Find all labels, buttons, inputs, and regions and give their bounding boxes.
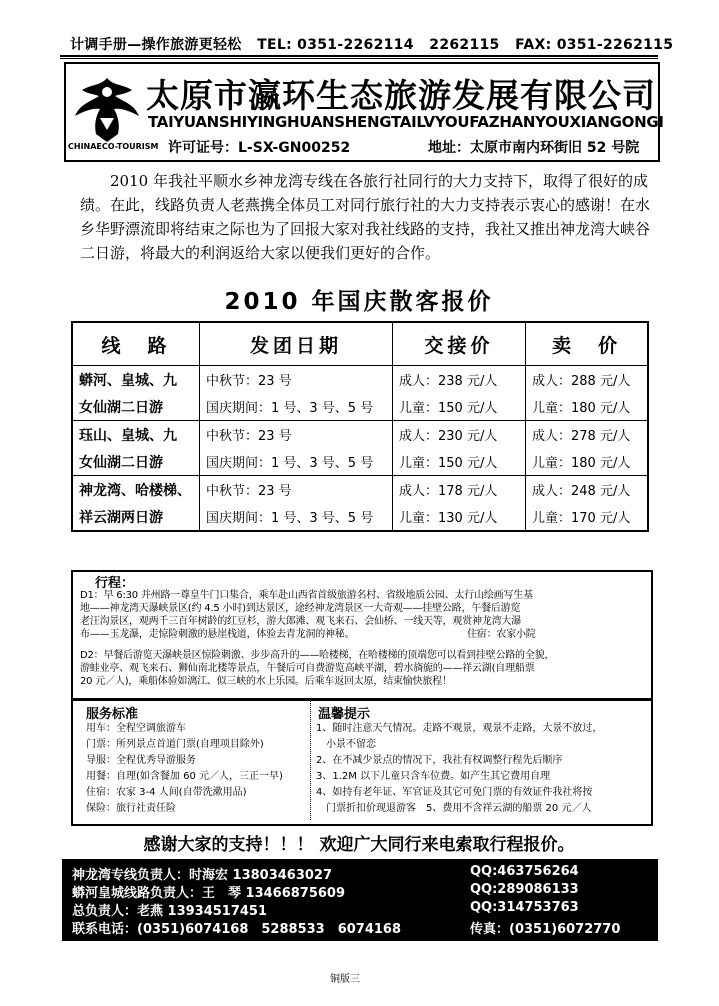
net-price-cell: 成人：230 元/人	[393, 421, 526, 449]
header-date: 发团日期	[200, 322, 393, 366]
net-price-cell: 儿童：150 元/人	[393, 393, 526, 421]
table-row	[72, 393, 648, 421]
service-line: 用餐：自理(如含餐加 60 元／人，三正一早)	[86, 771, 283, 782]
route-cell: 女仙湖二日游	[72, 393, 200, 421]
company-name: 太原市瀛环生态旅游发展有限公司	[146, 76, 656, 115]
contact-line: 总负责人：老燕 13934517451	[72, 904, 268, 919]
table-row	[72, 421, 648, 449]
license-number: 许可证号：L-SX-GN00252	[168, 140, 351, 156]
tips-line: 4、如持有老年证、军官证及其它可免门票的有效证件我社将按	[316, 787, 593, 798]
thanks-message: 感谢大家的支持！！！ 欢迎广大同行来电索取行程报价。	[143, 835, 575, 855]
service-line: 门票：所列景点首道门票(自理项目除外)	[86, 739, 264, 750]
route-cell: 祥云湖两日游	[72, 503, 200, 531]
sale-price-cell: 儿童：180 元/人	[532, 401, 631, 416]
top-rule-thin	[60, 58, 658, 59]
service-divider	[310, 701, 311, 820]
sale-price-cell: 成人：278 元/人	[526, 421, 649, 449]
itinerary-line: 游蛙业亭、观飞来石、狮仙南北楼等景点，午餐后可自费游览高峡平湖，碧水旖旎的——祥云湖(自理船票	[80, 663, 535, 674]
itinerary-title: 行程：	[95, 576, 135, 591]
itinerary-line: 20 元／人)，乘船体验如漓江、似三峡的水上乐园。后乘车返回太原，结束愉快旅程！	[80, 676, 452, 687]
route-cell: 女仙湖二日游	[72, 448, 200, 476]
table-row	[72, 448, 648, 476]
logo-caption: CHINAECO-TOURISM	[68, 142, 159, 151]
itinerary-line: D1：早 6:30 并州路一尊皇牛门口集合，乘车赴山西省首级旅游名村、省级地质公园、太行山绘画写生基	[80, 590, 533, 601]
table-row	[72, 503, 648, 531]
tel-number: 0351-2262114	[297, 37, 414, 53]
date-cell: 中秋节：23 号	[200, 421, 393, 449]
top-rule	[60, 55, 658, 57]
contact-qq: QQ:314753763	[470, 900, 579, 915]
contact-line: 神龙湾专线负责人：时海宏 13803463027	[72, 868, 333, 883]
tips-line: 1、随时注意天气情况。走路不观景，观景不走路，大景不放过，	[316, 723, 603, 734]
eagle-logo-icon	[72, 72, 142, 144]
route-cell: 珏山、皇城、九	[72, 421, 200, 449]
header-route: 线 路	[72, 322, 200, 366]
tel-number-2: 2262115	[429, 37, 500, 53]
fax-label: FAX:	[515, 37, 552, 53]
date-cell: 国庆期间：1 号、3 号、5 号	[200, 448, 393, 476]
net-price-cell: 儿童：150 元/人	[393, 448, 526, 476]
table-header-row	[72, 322, 648, 366]
date-cell: 中秋节：23 号	[200, 366, 393, 394]
service-line: 导服：全程优秀导游服务	[86, 755, 196, 766]
header-net-price: 交接价	[393, 322, 526, 366]
tips-line: 小景不留恋	[316, 739, 376, 750]
sale-price-cell: 成人：288 元/人	[532, 374, 631, 389]
slogan: 计调手册—操作旅游更轻松	[70, 37, 242, 53]
date-cell: 国庆期间：1 号、3 号、5 号	[200, 393, 393, 421]
service-line: 保险：旅行社责任险	[86, 803, 176, 814]
tips-line: 2、在不减少景点的情况下，我社有权调整行程先后顺序	[316, 755, 563, 766]
itinerary-line: 地——神龙湾天瀑峡景区(约 4.5 小时)到达景区，途经神龙湾景区一大奇观——挂壁公路，午餐后游览	[80, 603, 521, 614]
date-cell: 中秋节：23 号	[200, 476, 393, 504]
company-pinyin: TAIYUANSHIYINGHUANSHENGTAILVYOUFAZHANYOUXIANGONGI	[148, 113, 664, 131]
header-sale-price: 卖 价	[526, 322, 649, 366]
service-line: 住宿：农家 3-4 人间(自带洗漱用品)	[86, 787, 247, 798]
contact-line: 联系电话：(0351)6074168 5288533 6074168	[72, 922, 402, 937]
table-row	[72, 366, 648, 394]
contact-line: 蟒河皇城线路负责人：王 琴 13466875609	[72, 886, 346, 901]
service-title: 服务标准	[86, 707, 139, 722]
sale-price-cell: 儿童：170 元/人	[532, 511, 631, 526]
tips-line: 门票折扣价现退游客 5、费用不含祥云湖的船票 20 元／人	[316, 803, 592, 814]
top-banner	[70, 34, 674, 56]
price-table	[71, 321, 649, 532]
fax-number: 0351-2262115	[556, 37, 674, 53]
tel-label: TEL:	[257, 37, 292, 53]
tips-title: 温馨提示	[318, 707, 371, 722]
net-price-cell: 成人：238 元/人	[393, 366, 526, 394]
sale-price-cell: 成人：248 元/人	[526, 476, 649, 504]
date-cell: 国庆期间：1 号、3 号、5 号	[200, 503, 393, 531]
net-price-cell: 成人：178 元/人	[393, 476, 526, 504]
itinerary-line: 布——玉龙瀑，走惊险刺激的悬崖栈道，体验去青龙洞的神秘。 住宿：农家小院	[80, 629, 536, 640]
company-address: 地址：太原市南内环街旧 52 号院	[428, 140, 640, 156]
itinerary-line: D2：早餐后游览天瀑峡景区惊险刺激、步步高升的——哈楼梯，在哈楼梯的顶端您可以看到挂壁公路的全貌，	[80, 650, 555, 661]
page-footer: 铜版三	[330, 974, 360, 985]
intro-paragraph: 2010 年我社平顺水乡神龙湾专线在各旅行社同行的大力支持下，取得了很好的成绩。在此，线路负责人老燕携全体员工对同行旅行社的大力支持表示衷心的感谢！在水乡华野漂流即将结束之际也为了回报大家对我社线路的支持，我社又推出神龙湾大峡谷二日游，将最大的利润返给大家以便我们更好的合作。	[80, 172, 651, 262]
price-title: 2010 年国庆散客报价	[224, 289, 494, 315]
service-line: 用车：全程空调旅游车	[86, 723, 186, 734]
contact-qq: QQ:289086133	[470, 882, 579, 897]
itinerary-line: 老汪沟景区，观两千三百年树龄的红豆杉，游大郎滩、观飞来石、会仙桥、一线天等，观赏神龙湾大瀑	[80, 616, 521, 627]
net-price-cell: 儿童：130 元/人	[393, 503, 526, 531]
sale-price-cell: 儿童：180 元/人	[532, 456, 631, 471]
table-row	[72, 476, 648, 504]
route-cell: 蟒河、皇城、九	[72, 366, 200, 394]
contact-qq: QQ:463756264	[470, 864, 579, 879]
tips-line: 3、1.2M 以下儿童只含车位费。如产生其它费用自理	[316, 771, 551, 782]
route-cell: 神龙湾、哈楼梯、	[72, 476, 200, 504]
contact-fax: 传真：(0351)6072770	[470, 922, 621, 937]
